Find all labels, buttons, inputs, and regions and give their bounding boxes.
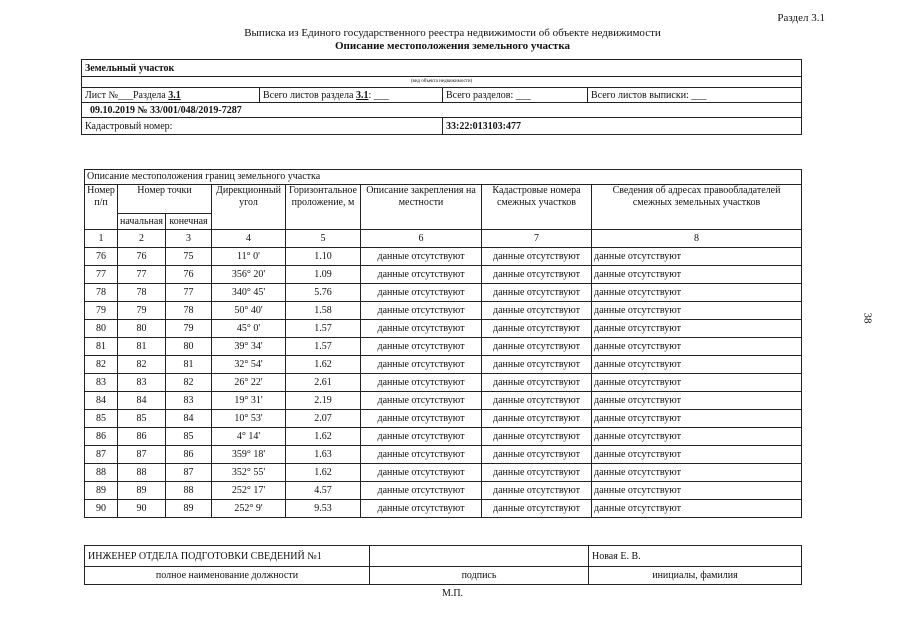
- row-adjacent: данные отсутствуют: [482, 284, 592, 302]
- row-adjacent: данные отсутствуют: [482, 446, 592, 464]
- col-index: 3: [166, 230, 212, 248]
- row-adjacent: данные отсутствуют: [482, 302, 592, 320]
- row-distance: 1.57: [286, 320, 361, 338]
- row-num: 90: [85, 500, 118, 518]
- row-owners: данные отсутствуют: [592, 500, 802, 518]
- col-index: 6: [361, 230, 482, 248]
- row-num: 89: [85, 482, 118, 500]
- row-num: 86: [85, 428, 118, 446]
- page-number: 38: [861, 312, 874, 324]
- row-point-start: 87: [118, 446, 166, 464]
- row-point-end: 80: [166, 338, 212, 356]
- row-owners: данные отсутствуют: [592, 266, 802, 284]
- table-row: [85, 410, 802, 428]
- sheet-label: Лист №___Раздела: [85, 89, 169, 101]
- table-row: [85, 266, 802, 284]
- row-owners: данные отсутствуют: [592, 392, 802, 410]
- row-fixing: данные отсутствуют: [361, 284, 482, 302]
- row-fixing: данные отсутствуют: [361, 320, 482, 338]
- row-fixing: данные отсутствуют: [361, 410, 482, 428]
- table-row: [85, 392, 802, 410]
- row-adjacent: данные отсутствуют: [482, 266, 592, 284]
- table-row: [85, 338, 802, 356]
- row-angle: 32° 54': [212, 356, 286, 374]
- row-point-end: 79: [166, 320, 212, 338]
- row-point-start: 76: [118, 248, 166, 266]
- cadastral-label: Кадастровый номер:: [82, 118, 443, 135]
- row-point-end: 81: [166, 356, 212, 374]
- row-point-end: 84: [166, 410, 212, 428]
- row-num: 77: [85, 266, 118, 284]
- row-point-end: 76: [166, 266, 212, 284]
- row-num: 81: [85, 338, 118, 356]
- row-distance: 1.10: [286, 248, 361, 266]
- col-header-angle: Дирекционный угол: [212, 185, 286, 230]
- table-row: [85, 482, 802, 500]
- row-point-end: 85: [166, 428, 212, 446]
- table-row: [85, 320, 802, 338]
- row-fixing: данные отсутствуют: [361, 464, 482, 482]
- table-row: [85, 284, 802, 302]
- row-distance: 2.61: [286, 374, 361, 392]
- row-owners: данные отсутствуют: [592, 302, 802, 320]
- row-point-end: 87: [166, 464, 212, 482]
- signature-field: [370, 546, 589, 567]
- signer-name: Новая Е. В.: [589, 546, 802, 567]
- table-row: [85, 464, 802, 482]
- row-point-end: 82: [166, 374, 212, 392]
- row-owners: данные отсутствуют: [592, 374, 802, 392]
- row-distance: 1.62: [286, 428, 361, 446]
- row-adjacent: данные отсутствуют: [482, 374, 592, 392]
- table-row: [85, 374, 802, 392]
- row-adjacent: данные отсутствуют: [482, 356, 592, 374]
- row-angle: 359° 18': [212, 446, 286, 464]
- name-caption: инициалы, фамилия: [589, 567, 802, 585]
- col-header-fixing: Описание закрепления на местности: [361, 185, 482, 230]
- row-fixing: данные отсутствуют: [361, 302, 482, 320]
- row-distance: 1.62: [286, 356, 361, 374]
- col-header-owners: Сведения об адресах правообладателей смежных земельных участков: [592, 185, 802, 230]
- signer-position: ИНЖЕНЕР ОТДЕЛА ПОДГОТОВКИ СВЕДЕНИЙ №1: [85, 546, 370, 567]
- row-num: 82: [85, 356, 118, 374]
- row-num: 78: [85, 284, 118, 302]
- row-point-end: 89: [166, 500, 212, 518]
- col-header-adjacent: Кадастровые номера смежных участков: [482, 185, 592, 230]
- row-point-start: 85: [118, 410, 166, 428]
- object-header-table: [81, 59, 802, 135]
- row-point-end: 78: [166, 302, 212, 320]
- sheet-section: 3.1: [168, 89, 181, 101]
- row-point-end: 75: [166, 248, 212, 266]
- section-label: Раздел 3.1: [777, 12, 825, 24]
- row-adjacent: данные отсутствуют: [482, 464, 592, 482]
- row-fixing: данные отсутствуют: [361, 356, 482, 374]
- row-fixing: данные отсутствуют: [361, 428, 482, 446]
- row-num: 85: [85, 410, 118, 428]
- row-adjacent: данные отсутствуют: [482, 500, 592, 518]
- row-owners: данные отсутствуют: [592, 482, 802, 500]
- row-adjacent: данные отсутствуют: [482, 338, 592, 356]
- row-angle: 26° 22': [212, 374, 286, 392]
- row-distance: 9.53: [286, 500, 361, 518]
- total-sections: Всего разделов: ___: [443, 88, 588, 103]
- table-row: [85, 446, 802, 464]
- row-distance: 4.57: [286, 482, 361, 500]
- row-angle: 50° 40': [212, 302, 286, 320]
- position-caption: полное наименование должности: [85, 567, 370, 585]
- row-fixing: данные отсутствуют: [361, 374, 482, 392]
- total-sheets: Всего листов выписки: ___: [588, 88, 802, 103]
- row-point-start: 88: [118, 464, 166, 482]
- row-point-start: 89: [118, 482, 166, 500]
- row-num: 84: [85, 392, 118, 410]
- object-kind-caption: (вид объекта недвижимости): [82, 77, 802, 88]
- sheet-number-cell: [82, 88, 260, 103]
- row-num: 79: [85, 302, 118, 320]
- row-adjacent: данные отсутствуют: [482, 428, 592, 446]
- row-owners: данные отсутствуют: [592, 446, 802, 464]
- row-point-start: 77: [118, 266, 166, 284]
- table-row: [85, 248, 802, 266]
- row-fixing: данные отсутствуют: [361, 392, 482, 410]
- document-title: Выписка из Единого государственного реестра недвижимости об объекте недвижимости: [244, 27, 661, 39]
- boundary-table: [84, 169, 802, 518]
- row-owners: данные отсутствуют: [592, 428, 802, 446]
- col-header-point-end: конечная: [166, 214, 212, 230]
- row-point-start: 79: [118, 302, 166, 320]
- col-header-point: Номер точки: [118, 185, 212, 214]
- row-distance: 2.19: [286, 392, 361, 410]
- row-num: 80: [85, 320, 118, 338]
- col-header-distance: Горизонтальное проложение, м: [286, 185, 361, 230]
- row-owners: данные отсутствуют: [592, 320, 802, 338]
- row-point-start: 83: [118, 374, 166, 392]
- document-subtitle: Описание местоположения земельного участка: [334, 40, 571, 52]
- row-fixing: данные отсутствуют: [361, 266, 482, 284]
- row-point-start: 81: [118, 338, 166, 356]
- row-fixing: данные отсутствуют: [361, 338, 482, 356]
- col-header-num: Номер п/п: [85, 185, 118, 230]
- row-angle: 4° 14': [212, 428, 286, 446]
- row-num: 76: [85, 248, 118, 266]
- row-adjacent: данные отсутствуют: [482, 392, 592, 410]
- col-index: 2: [118, 230, 166, 248]
- row-owners: данные отсутствуют: [592, 248, 802, 266]
- cadastral-value: 33:22:013103:477: [443, 118, 802, 135]
- row-angle: 356° 20': [212, 266, 286, 284]
- row-owners: данные отсутствуют: [592, 464, 802, 482]
- row-num: 87: [85, 446, 118, 464]
- row-adjacent: данные отсутствуют: [482, 410, 592, 428]
- table-title: Описание местоположения границ земельного участка: [85, 170, 802, 185]
- row-owners: данные отсутствуют: [592, 410, 802, 428]
- row-fixing: данные отсутствуют: [361, 248, 482, 266]
- row-fixing: данные отсутствуют: [361, 482, 482, 500]
- row-angle: 19° 31': [212, 392, 286, 410]
- row-owners: данные отсутствуют: [592, 338, 802, 356]
- section-sheets-value: 3.1: [355, 89, 369, 101]
- row-point-end: 88: [166, 482, 212, 500]
- row-distance: 1.09: [286, 266, 361, 284]
- section-sheets-label: Всего листов раздела: [263, 89, 356, 101]
- row-angle: 45° 0': [212, 320, 286, 338]
- col-index: 7: [482, 230, 592, 248]
- col-index: 4: [212, 230, 286, 248]
- date-number: 09.10.2019 № 33/001/048/2019-7287: [82, 103, 802, 118]
- row-angle: 252° 17': [212, 482, 286, 500]
- row-adjacent: данные отсутствуют: [482, 482, 592, 500]
- col-index: 1: [85, 230, 118, 248]
- row-point-start: 90: [118, 500, 166, 518]
- col-index: 5: [286, 230, 361, 248]
- row-owners: данные отсутствуют: [592, 284, 802, 302]
- row-point-end: 86: [166, 446, 212, 464]
- table-row: [85, 500, 802, 518]
- row-distance: 2.07: [286, 410, 361, 428]
- row-angle: 11° 0': [212, 248, 286, 266]
- row-point-end: 77: [166, 284, 212, 302]
- row-distance: 1.58: [286, 302, 361, 320]
- signature-table: [84, 545, 802, 585]
- col-index: 8: [592, 230, 802, 248]
- row-point-start: 84: [118, 392, 166, 410]
- row-distance: 1.62: [286, 464, 361, 482]
- row-distance: 1.63: [286, 446, 361, 464]
- row-point-end: 83: [166, 392, 212, 410]
- section-sheets-blank: : ___: [368, 89, 389, 101]
- row-angle: 39° 34': [212, 338, 286, 356]
- row-adjacent: данные отсутствуют: [482, 248, 592, 266]
- row-point-start: 78: [118, 284, 166, 302]
- row-num: 83: [85, 374, 118, 392]
- row-angle: 340° 45': [212, 284, 286, 302]
- row-distance: 5.76: [286, 284, 361, 302]
- row-fixing: данные отсутствуют: [361, 500, 482, 518]
- table-row: [85, 302, 802, 320]
- row-adjacent: данные отсутствуют: [482, 320, 592, 338]
- row-point-start: 86: [118, 428, 166, 446]
- col-header-point-start: начальная: [118, 214, 166, 230]
- row-owners: данные отсутствуют: [592, 356, 802, 374]
- row-angle: 10° 53': [212, 410, 286, 428]
- table-row: [85, 356, 802, 374]
- table-row: [85, 428, 802, 446]
- row-distance: 1.57: [286, 338, 361, 356]
- row-num: 88: [85, 464, 118, 482]
- object-kind: Земельный участок: [82, 60, 802, 77]
- section-sheets-cell: [260, 88, 443, 103]
- signature-caption: подпись: [370, 567, 589, 585]
- row-angle: 352° 55': [212, 464, 286, 482]
- stamp-place: М.П.: [441, 588, 464, 599]
- row-point-start: 80: [118, 320, 166, 338]
- row-angle: 252° 9': [212, 500, 286, 518]
- row-point-start: 82: [118, 356, 166, 374]
- row-fixing: данные отсутствуют: [361, 446, 482, 464]
